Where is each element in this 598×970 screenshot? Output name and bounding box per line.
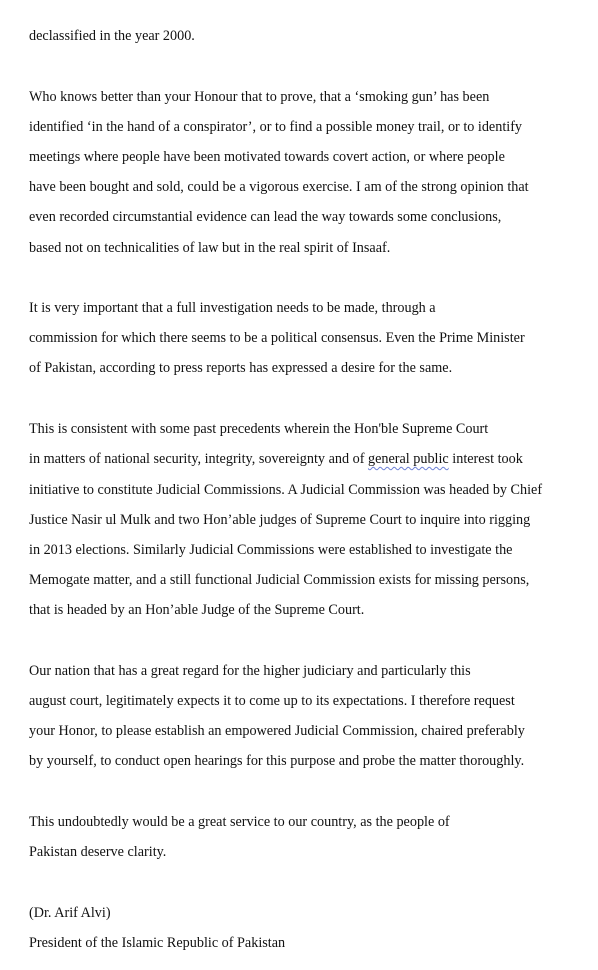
paragraph-3-line-2 — [29, 449, 523, 469]
spellcheck-underlined-text: general public — [367, 451, 449, 467]
paragraph-3-line-5: in 2013 elections. Similarly Judicial Commissions were established to investigate the — [29, 542, 513, 558]
paragraph-2-line-3: of Pakistan, according to press reports has expressed a desire for the same. — [29, 360, 453, 376]
paragraph-4-line-3: your Honor, to please establish an empowered Judicial Commission, chaired preferably — [29, 723, 525, 739]
paragraph-1-line-6: based not on technicalities of law but in the real spirit of Insaaf. — [29, 240, 391, 256]
signature-name: (Dr. Arif Alvi) — [29, 905, 111, 921]
paragraph-1-line-5: even recorded circumstantial evidence can lead the way towards some conclusions, — [29, 209, 502, 225]
paragraph-4-line-2: august court, legitimately expects it to come up to its expectations. I therefore request — [29, 693, 515, 709]
paragraph-3-line-2-part-c: interest took — [448, 451, 523, 467]
paragraph-3-line-1: This is consistent with some past precedents wherein the Hon'ble Supreme Court — [29, 421, 489, 437]
paragraph-2-line-2: commission for which there seems to be a political consensus. Even the Prime Minister — [29, 330, 525, 346]
paragraph-5-line-2: Pakistan deserve clarity. — [29, 844, 167, 860]
paragraph-1-line-4: have been bought and sold, could be a vigorous exercise. I am of the strong opinion that — [29, 179, 529, 195]
paragraph-3-line-4: Justice Nasir ul Mulk and two Hon’able judges of Supreme Court to inquire into rigging — [29, 512, 531, 528]
signature-title: President of the Islamic Republic of Pakistan — [29, 935, 286, 951]
paragraph-3-line-7: that is headed by an Hon’able Judge of the Supreme Court. — [29, 602, 365, 618]
paragraph-4-line-1: Our nation that has a great regard for the higher judiciary and particularly this — [29, 663, 471, 679]
paragraph-5-line-1: This undoubtedly would be a great service to our country, as the people of — [29, 814, 450, 830]
paragraph-4-line-4: by yourself, to conduct open hearings for this purpose and probe the matter thoroughly. — [29, 753, 525, 769]
paragraph-1-line-3: meetings where people have been motivated towards covert action, or where people — [29, 149, 505, 165]
paragraph-0-line-1: declassified in the year 2000. — [29, 28, 195, 44]
paragraph-3-line-6: Memogate matter, and a still functional Judicial Commission exists for missing persons, — [29, 572, 530, 588]
paragraph-1-line-2: identified ‘in the hand of a conspirator’, or to find a possible money trail, or to identify — [29, 119, 523, 135]
paragraph-3-line-3: initiative to constitute Judicial Commissions. A Judicial Commission was headed by Chief — [29, 482, 543, 498]
paragraph-2-line-1: It is very important that a full investigation needs to be made, through a — [29, 300, 436, 316]
paragraph-1-line-1: Who knows better than your Honour that to prove, that a ‘smoking gun’ has been — [29, 89, 490, 105]
paragraph-3-line-2-part-a: in matters of national security, integrity, sovereignty and of — [29, 451, 368, 467]
